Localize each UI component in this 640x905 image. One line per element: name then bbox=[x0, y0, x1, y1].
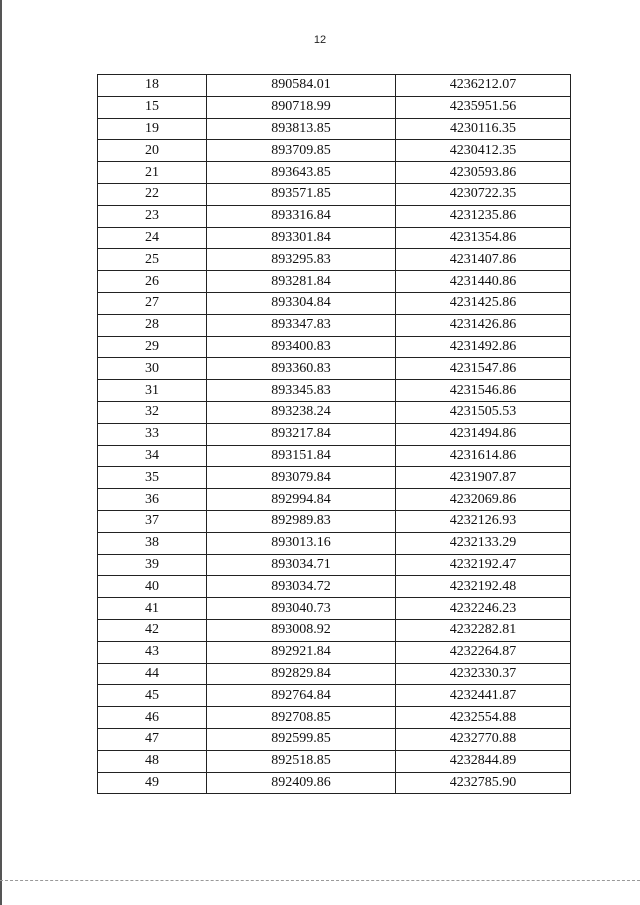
y-coordinate-cell: 4230722.35 bbox=[396, 183, 571, 205]
x-coordinate-cell: 893238.24 bbox=[207, 401, 396, 423]
x-coordinate-cell: 893643.85 bbox=[207, 162, 396, 184]
point-number-cell: 37 bbox=[98, 510, 207, 532]
point-number-cell: 26 bbox=[98, 271, 207, 293]
page-edge bbox=[0, 0, 2, 905]
point-number-cell: 34 bbox=[98, 445, 207, 467]
x-coordinate-cell: 890584.01 bbox=[207, 75, 396, 97]
point-number-cell: 23 bbox=[98, 205, 207, 227]
table-row bbox=[98, 728, 571, 750]
point-number-cell: 36 bbox=[98, 489, 207, 511]
table-row bbox=[98, 227, 571, 249]
y-coordinate-cell: 4231425.86 bbox=[396, 292, 571, 314]
y-coordinate-cell: 4232192.48 bbox=[396, 576, 571, 598]
page-number: 12 bbox=[313, 34, 327, 46]
table-row bbox=[98, 467, 571, 489]
x-coordinate-cell: 893008.92 bbox=[207, 619, 396, 641]
x-coordinate-cell: 893151.84 bbox=[207, 445, 396, 467]
point-number-cell: 18 bbox=[98, 75, 207, 97]
y-coordinate-cell: 4232282.81 bbox=[396, 619, 571, 641]
x-coordinate-cell: 890718.99 bbox=[207, 96, 396, 118]
table-row bbox=[98, 380, 571, 402]
table-row bbox=[98, 140, 571, 162]
x-coordinate-cell: 892994.84 bbox=[207, 489, 396, 511]
y-coordinate-cell: 4230593.86 bbox=[396, 162, 571, 184]
table-row bbox=[98, 489, 571, 511]
point-number-cell: 24 bbox=[98, 227, 207, 249]
x-coordinate-cell: 892409.86 bbox=[207, 772, 396, 794]
point-number-cell: 21 bbox=[98, 162, 207, 184]
y-coordinate-cell: 4232246.23 bbox=[396, 598, 571, 620]
point-number-cell: 29 bbox=[98, 336, 207, 358]
point-number-cell: 22 bbox=[98, 183, 207, 205]
table-row bbox=[98, 510, 571, 532]
x-coordinate-cell: 892764.84 bbox=[207, 685, 396, 707]
table-row bbox=[98, 772, 571, 794]
table-row bbox=[98, 75, 571, 97]
table-row bbox=[98, 554, 571, 576]
coordinates-table-body bbox=[98, 75, 571, 794]
y-coordinate-cell: 4231546.86 bbox=[396, 380, 571, 402]
y-coordinate-cell: 4232554.88 bbox=[396, 707, 571, 729]
table-row bbox=[98, 707, 571, 729]
x-coordinate-cell: 893281.84 bbox=[207, 271, 396, 293]
y-coordinate-cell: 4232069.86 bbox=[396, 489, 571, 511]
y-coordinate-cell: 4231492.86 bbox=[396, 336, 571, 358]
point-number-cell: 35 bbox=[98, 467, 207, 489]
y-coordinate-cell: 4231407.86 bbox=[396, 249, 571, 271]
y-coordinate-cell: 4232126.93 bbox=[396, 510, 571, 532]
y-coordinate-cell: 4235951.56 bbox=[396, 96, 571, 118]
table-row bbox=[98, 314, 571, 336]
point-number-cell: 31 bbox=[98, 380, 207, 402]
x-coordinate-cell: 893571.85 bbox=[207, 183, 396, 205]
x-coordinate-cell: 893347.83 bbox=[207, 314, 396, 336]
point-number-cell: 40 bbox=[98, 576, 207, 598]
x-coordinate-cell: 892518.85 bbox=[207, 750, 396, 772]
x-coordinate-cell: 892708.85 bbox=[207, 707, 396, 729]
point-number-cell: 42 bbox=[98, 619, 207, 641]
y-coordinate-cell: 4232785.90 bbox=[396, 772, 571, 794]
x-coordinate-cell: 892599.85 bbox=[207, 728, 396, 750]
x-coordinate-cell: 893217.84 bbox=[207, 423, 396, 445]
point-number-cell: 15 bbox=[98, 96, 207, 118]
x-coordinate-cell: 893360.83 bbox=[207, 358, 396, 380]
table-row bbox=[98, 96, 571, 118]
point-number-cell: 20 bbox=[98, 140, 207, 162]
x-coordinate-cell: 892829.84 bbox=[207, 663, 396, 685]
y-coordinate-cell: 4232192.47 bbox=[396, 554, 571, 576]
x-coordinate-cell: 893316.84 bbox=[207, 205, 396, 227]
point-number-cell: 30 bbox=[98, 358, 207, 380]
y-coordinate-cell: 4232133.29 bbox=[396, 532, 571, 554]
y-coordinate-cell: 4232441.87 bbox=[396, 685, 571, 707]
table-row bbox=[98, 401, 571, 423]
table-row bbox=[98, 445, 571, 467]
point-number-cell: 38 bbox=[98, 532, 207, 554]
table-row bbox=[98, 249, 571, 271]
point-number-cell: 41 bbox=[98, 598, 207, 620]
table-row bbox=[98, 205, 571, 227]
y-coordinate-cell: 4231354.86 bbox=[396, 227, 571, 249]
y-coordinate-cell: 4230412.35 bbox=[396, 140, 571, 162]
table-row bbox=[98, 271, 571, 293]
y-coordinate-cell: 4231907.87 bbox=[396, 467, 571, 489]
x-coordinate-cell: 893034.71 bbox=[207, 554, 396, 576]
point-number-cell: 33 bbox=[98, 423, 207, 445]
point-number-cell: 32 bbox=[98, 401, 207, 423]
x-coordinate-cell: 893400.83 bbox=[207, 336, 396, 358]
y-coordinate-cell: 4232844.89 bbox=[396, 750, 571, 772]
table-row bbox=[98, 336, 571, 358]
x-coordinate-cell: 893013.16 bbox=[207, 532, 396, 554]
point-number-cell: 47 bbox=[98, 728, 207, 750]
table-row bbox=[98, 598, 571, 620]
x-coordinate-cell: 892989.83 bbox=[207, 510, 396, 532]
y-coordinate-cell: 4231547.86 bbox=[396, 358, 571, 380]
point-number-cell: 39 bbox=[98, 554, 207, 576]
y-coordinate-cell: 4232264.87 bbox=[396, 641, 571, 663]
x-coordinate-cell: 893301.84 bbox=[207, 227, 396, 249]
y-coordinate-cell: 4236212.07 bbox=[396, 75, 571, 97]
table-row bbox=[98, 183, 571, 205]
x-coordinate-cell: 893304.84 bbox=[207, 292, 396, 314]
point-number-cell: 49 bbox=[98, 772, 207, 794]
y-coordinate-cell: 4231426.86 bbox=[396, 314, 571, 336]
page-bottom-rule bbox=[0, 880, 640, 882]
table-row bbox=[98, 641, 571, 663]
table-row bbox=[98, 292, 571, 314]
point-number-cell: 27 bbox=[98, 292, 207, 314]
x-coordinate-cell: 893295.83 bbox=[207, 249, 396, 271]
y-coordinate-cell: 4231614.86 bbox=[396, 445, 571, 467]
point-number-cell: 43 bbox=[98, 641, 207, 663]
x-coordinate-cell: 893345.83 bbox=[207, 380, 396, 402]
x-coordinate-cell: 893034.72 bbox=[207, 576, 396, 598]
point-number-cell: 19 bbox=[98, 118, 207, 140]
x-coordinate-cell: 893040.73 bbox=[207, 598, 396, 620]
table-row bbox=[98, 750, 571, 772]
point-number-cell: 25 bbox=[98, 249, 207, 271]
x-coordinate-cell: 893079.84 bbox=[207, 467, 396, 489]
point-number-cell: 48 bbox=[98, 750, 207, 772]
table-row bbox=[98, 358, 571, 380]
y-coordinate-cell: 4231235.86 bbox=[396, 205, 571, 227]
y-coordinate-cell: 4231494.86 bbox=[396, 423, 571, 445]
table-row bbox=[98, 532, 571, 554]
coordinates-table bbox=[97, 74, 571, 794]
y-coordinate-cell: 4231505.53 bbox=[396, 401, 571, 423]
table-row bbox=[98, 619, 571, 641]
y-coordinate-cell: 4232330.37 bbox=[396, 663, 571, 685]
point-number-cell: 28 bbox=[98, 314, 207, 336]
table-row bbox=[98, 663, 571, 685]
point-number-cell: 46 bbox=[98, 707, 207, 729]
table-row bbox=[98, 685, 571, 707]
y-coordinate-cell: 4230116.35 bbox=[396, 118, 571, 140]
point-number-cell: 44 bbox=[98, 663, 207, 685]
point-number-cell: 45 bbox=[98, 685, 207, 707]
table-row bbox=[98, 423, 571, 445]
table-row bbox=[98, 118, 571, 140]
table-row bbox=[98, 576, 571, 598]
x-coordinate-cell: 892921.84 bbox=[207, 641, 396, 663]
y-coordinate-cell: 4231440.86 bbox=[396, 271, 571, 293]
x-coordinate-cell: 893709.85 bbox=[207, 140, 396, 162]
y-coordinate-cell: 4232770.88 bbox=[396, 728, 571, 750]
x-coordinate-cell: 893813.85 bbox=[207, 118, 396, 140]
table-row bbox=[98, 162, 571, 184]
